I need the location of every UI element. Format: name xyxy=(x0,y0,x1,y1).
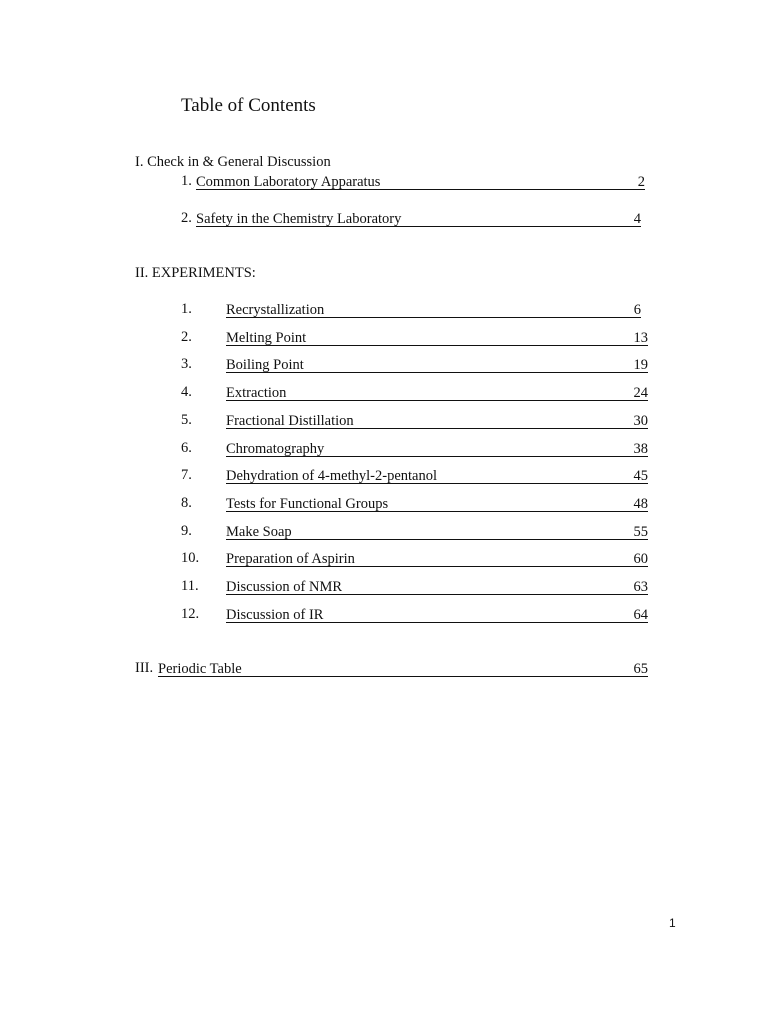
toc-entry-line xyxy=(226,357,648,373)
toc-entry-line xyxy=(226,551,648,567)
toc-entry-label: Common Laboratory Apparatus xyxy=(196,173,381,190)
toc-entry-label: Fractional Distillation xyxy=(226,412,354,429)
toc-entry-page: 55 xyxy=(633,523,648,540)
toc-entry-label: Recrystallization xyxy=(226,301,325,318)
page-title: Table of Contents xyxy=(181,95,316,116)
toc-entry-line xyxy=(196,174,645,190)
toc-entry-line xyxy=(226,524,648,540)
toc-entry-line xyxy=(226,496,648,512)
toc-entry-page: 30 xyxy=(633,412,648,429)
toc-entry-page: 64 xyxy=(633,606,648,623)
toc-entry-page: 4 xyxy=(633,210,641,227)
toc-entry-number: 8. xyxy=(181,495,192,511)
toc-entry-prefix: 2. xyxy=(181,210,192,226)
toc-entry-page: 63 xyxy=(633,578,648,595)
toc-entry-line xyxy=(226,330,648,346)
toc-entry-number: 9. xyxy=(181,523,192,539)
toc-entry-number: 3. xyxy=(181,356,192,372)
toc-entry-number: 12. xyxy=(181,606,200,622)
toc-entry-line xyxy=(226,579,648,595)
toc-entry-page: 60 xyxy=(633,550,648,567)
toc-entry-line xyxy=(226,607,648,623)
toc-entry-label: Dehydration of 4-methyl-2-pentanol xyxy=(226,467,437,484)
toc-entry-page: 38 xyxy=(633,440,648,457)
toc-entry-page: 6 xyxy=(633,301,641,318)
toc-entry-prefix: III. xyxy=(135,660,154,676)
toc-entry-prefix: 1. xyxy=(181,173,192,189)
toc-entry-line xyxy=(226,468,648,484)
toc-entry-page: 24 xyxy=(633,384,648,401)
toc-entry-number: 2. xyxy=(181,329,192,345)
toc-entry-page: 45 xyxy=(633,467,648,484)
toc-entry-label: Make Soap xyxy=(226,523,292,540)
toc-entry-label: Chromatography xyxy=(226,440,325,457)
toc-entry-number: 6. xyxy=(181,440,192,456)
toc-entry-number: 10. xyxy=(181,550,200,566)
toc-entry-line xyxy=(226,302,641,318)
toc-entry-line xyxy=(226,441,648,457)
toc-entry-page: 19 xyxy=(633,356,648,373)
toc-entry-page: 48 xyxy=(633,495,648,512)
toc-entry-page: 13 xyxy=(633,329,648,346)
toc-entry-page: 2 xyxy=(637,173,645,190)
toc-entry-page: 65 xyxy=(633,660,648,677)
toc-entry-line xyxy=(158,661,648,677)
toc-entry-line xyxy=(226,413,648,429)
toc-entry-label: Tests for Functional Groups xyxy=(226,495,389,512)
section-heading-check-in: I. Check in & General Discussion xyxy=(135,154,331,170)
toc-entry-number: 5. xyxy=(181,412,192,428)
toc-entry-line xyxy=(196,211,641,227)
section-heading-experiments: II. EXPERIMENTS: xyxy=(135,265,256,281)
toc-entry-label: Melting Point xyxy=(226,329,307,346)
page-number: 1 xyxy=(669,916,676,930)
toc-entry-label: Safety in the Chemistry Laboratory xyxy=(196,210,402,227)
toc-entry-number: 7. xyxy=(181,467,192,483)
toc-entry-label: Discussion of NMR xyxy=(226,578,343,595)
toc-entry-number: 11. xyxy=(181,578,199,594)
toc-entry-label: Discussion of IR xyxy=(226,606,324,623)
toc-entry-number: 4. xyxy=(181,384,192,400)
toc-entry-line xyxy=(226,385,648,401)
toc-entry-label: Preparation of Aspirin xyxy=(226,550,355,567)
toc-entry-label: Periodic Table xyxy=(158,660,242,677)
toc-entry-number: 1. xyxy=(181,301,192,317)
toc-entry-label: Boiling Point xyxy=(226,356,304,373)
toc-entry-label: Extraction xyxy=(226,384,287,401)
